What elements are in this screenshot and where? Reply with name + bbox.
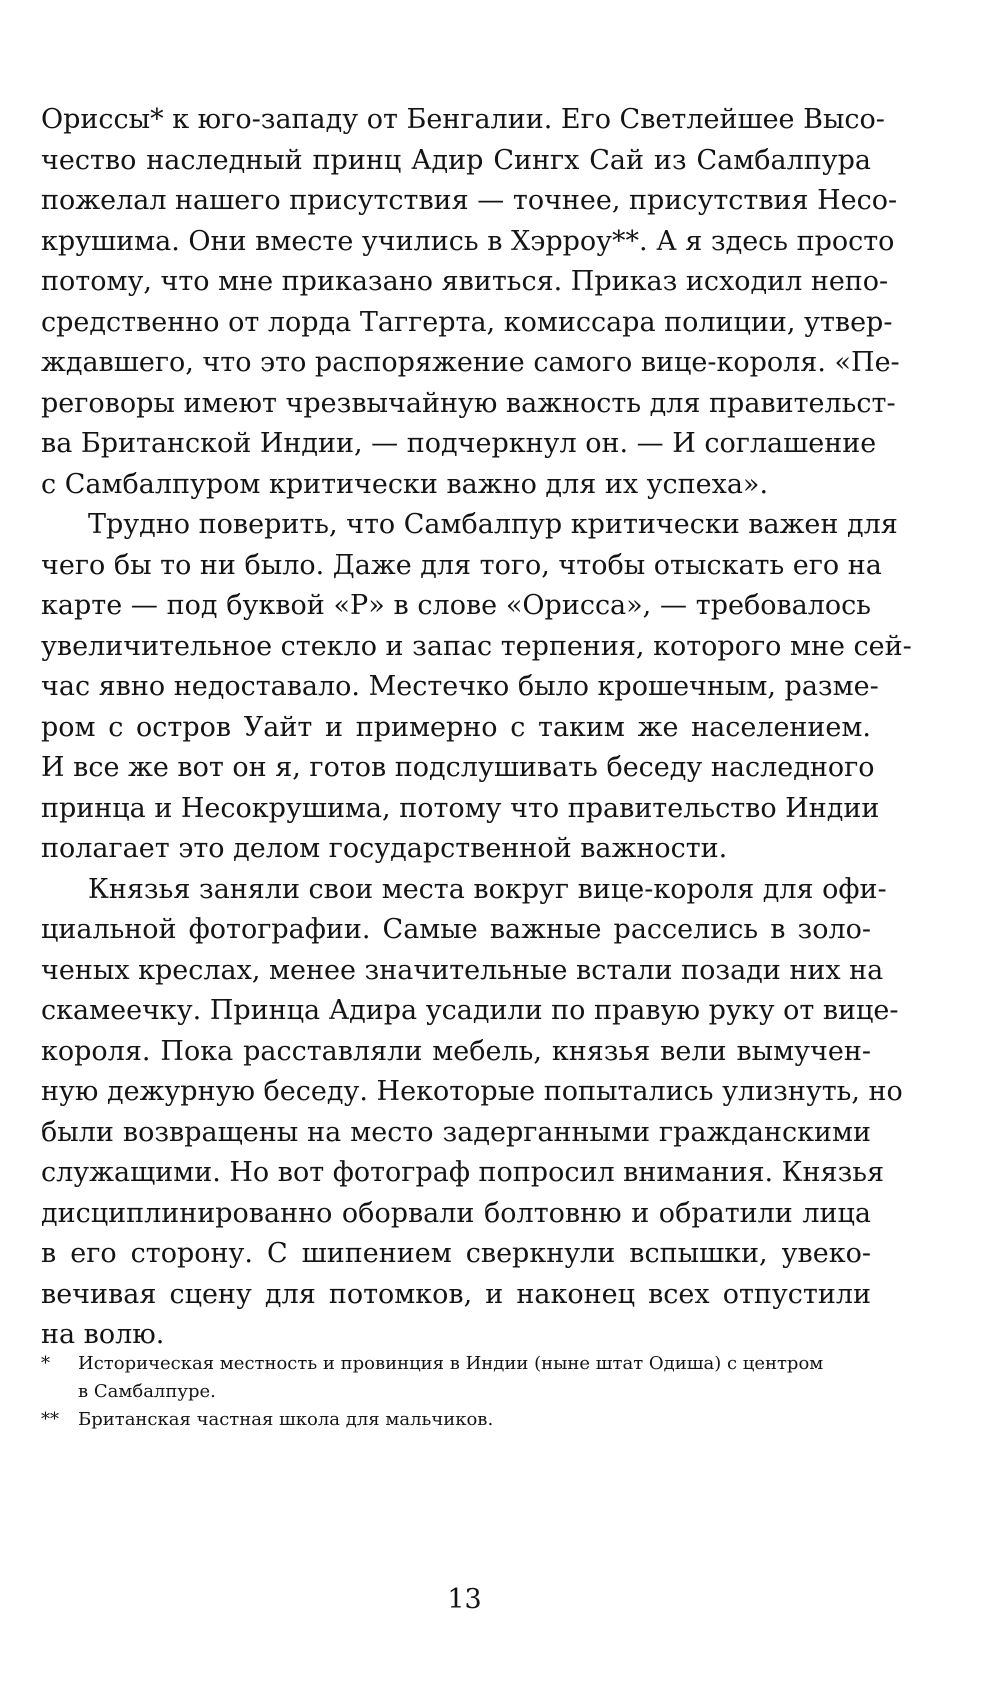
text-line: Трудно поверить, что Самбалпур критически важен для: [88, 509, 898, 540]
text-line: в его сторону. С шипением сверкнули вспышки, увеко-: [41, 1238, 871, 1269]
text-line: дисциплинированно оборвали болтовню и обратили лица: [41, 1197, 871, 1229]
text-line: час явно недоставало. Местечко было крошечным, разме-: [41, 671, 879, 702]
footnote-text: [78, 1350, 871, 1406]
text-line: ную дежурную беседу. Некоторые попытались улизнуть, но: [41, 1076, 903, 1107]
text-line: чество наследный принц Адир Сингх Сай из Самбалпура: [41, 144, 871, 176]
footnote-marker: *: [41, 1353, 50, 1374]
text-line: с Самбалпуром критически важно для их успеха».: [41, 468, 769, 500]
text-line: Князья заняли свои места вокруг вице-короля для офи-: [88, 873, 887, 905]
text-line: служащими. Но вот фотограф попросил внимания. Князья: [41, 1157, 885, 1188]
text-line: увеличительное стекло и запас терпения, которого мне сей-: [41, 630, 912, 662]
text-line: пожелал нашего присутствия — точнее, присутствия Несо-: [41, 185, 898, 216]
page-number: 13: [447, 1584, 482, 1615]
footnote-2: [41, 1406, 871, 1434]
footnotes: [41, 1350, 871, 1434]
text-line: Ориссы* к юго-западу от Бенгалии. Его Светлейшее Высо-: [41, 104, 885, 135]
text-line: реговоры имеют чрезвычайную важность для правительст-: [41, 387, 896, 419]
footnote-marker: **: [41, 1409, 59, 1430]
text-line: средственно от лорда Таггерта, комиссара полиции, утвер-: [41, 306, 893, 338]
text-line: крушима. Они вместе учились в Хэрроу**. А я здесь просто: [41, 225, 895, 257]
text-line: короля. Пока расставляли мебель, князья вели вымучен-: [41, 1035, 871, 1067]
text-line: циальной фотографии. Самые важные расселись в золо-: [41, 914, 871, 945]
footnote-line: в Самбалпуре.: [78, 1381, 216, 1402]
text-line: полагает это делом государственной важности.: [41, 833, 728, 864]
text-line: ва Британской Индии, — подчеркнул он. — И соглашение: [41, 428, 877, 459]
text-line: вечивая сцену для потомков, и наконец всех отпустили: [41, 1278, 871, 1310]
footnote-text: [78, 1406, 871, 1434]
text-line: ром с остров Уайт и примерно с таким же населением.: [41, 711, 871, 743]
main-text: [41, 100, 912, 1356]
text-line: принца и Несокрушима, потому что правительство Индии: [41, 792, 880, 824]
footnote-line: Британская частная школа для мальчиков.: [78, 1409, 494, 1430]
text-line: чего бы то ни было. Даже для того, чтобы отыскать его на: [41, 549, 882, 581]
text-line: скамеечку. Принца Адира усадили по правую руку от вице-: [41, 995, 899, 1026]
footnote-line: Историческая местность и провинция в Индии (ныне штат Одиша) с центром: [78, 1353, 824, 1374]
footnote-1: [41, 1350, 871, 1406]
text-line: ждавшего, что это распоряжение самого вице-короля. «Пе-: [41, 347, 900, 378]
text-line: И все же вот он я, готов подслушивать беседу наследного: [41, 752, 875, 783]
text-line: были возвращены на место задерганными гражданскими: [41, 1116, 871, 1148]
text-line: карте — под буквой «Р» в слове «Орисса», — требовалось: [41, 590, 871, 621]
text-line: на волю.: [41, 1319, 165, 1350]
text-line: потому, что мне приказано явиться. Приказ исходил непо-: [41, 266, 889, 297]
text-line: ченых креслах, менее значительные встали позади них на: [41, 954, 884, 986]
